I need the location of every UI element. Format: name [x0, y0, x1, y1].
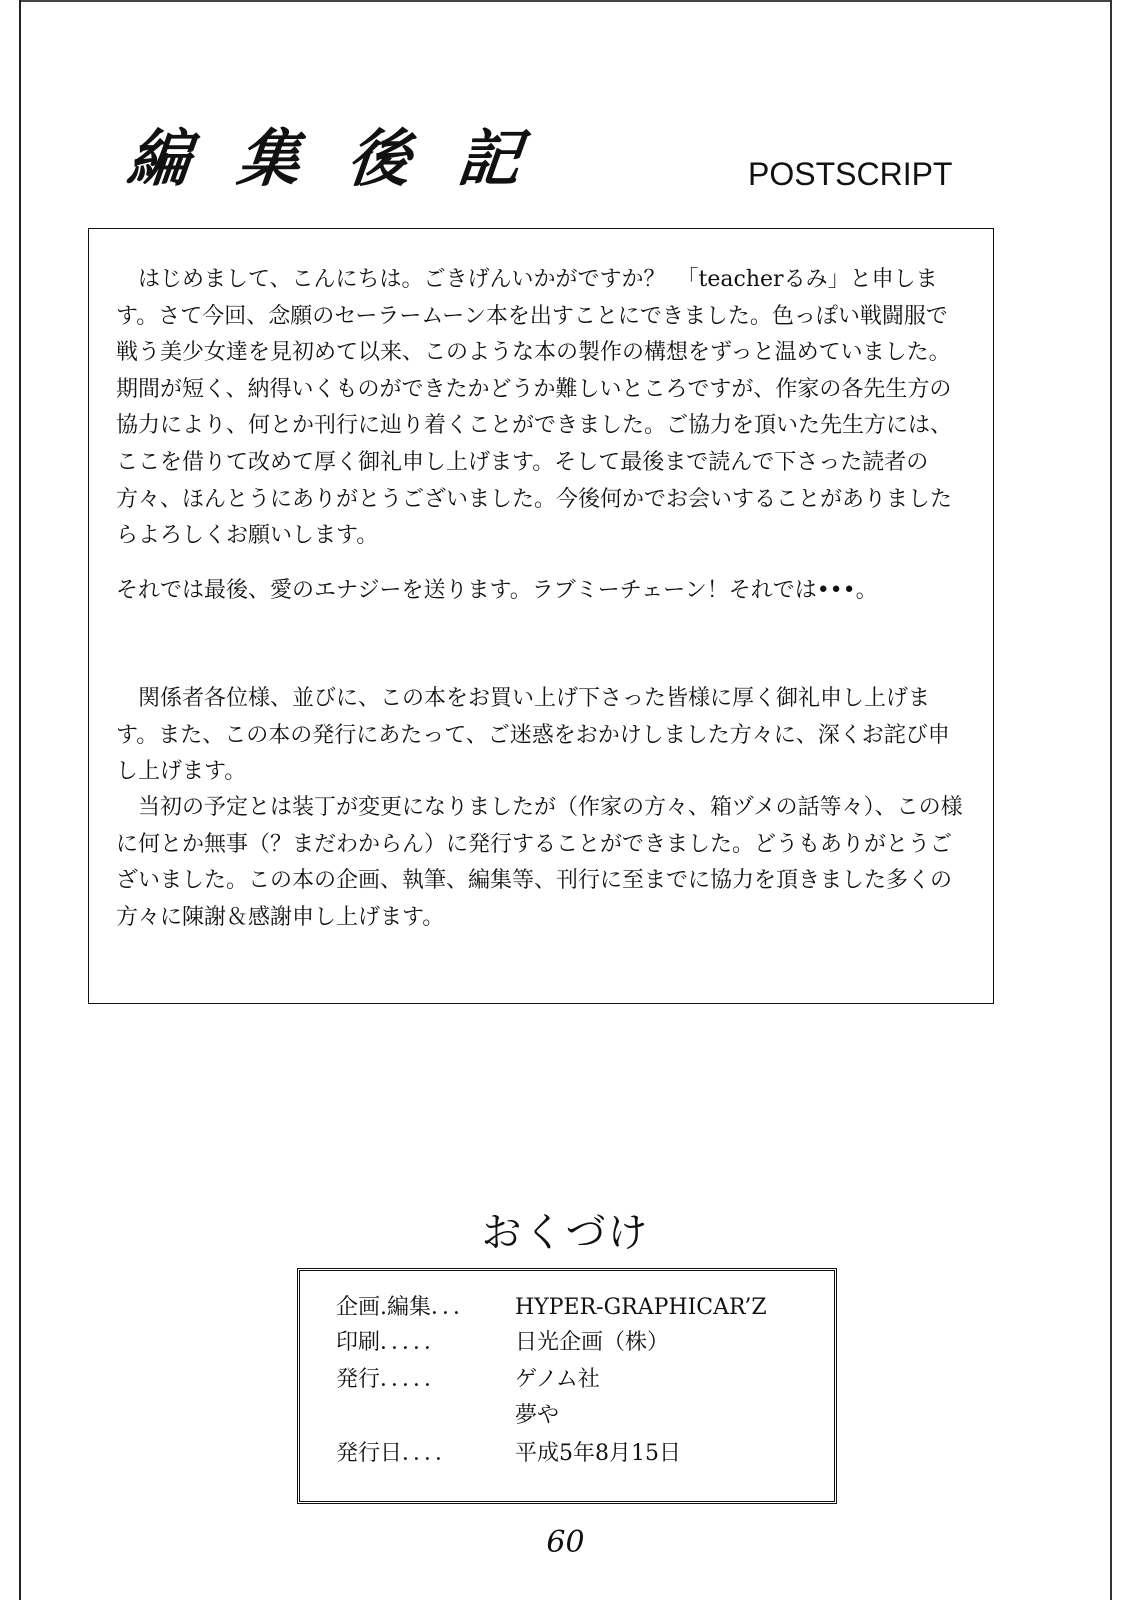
postscript-paragraph: はじめまして、こんにちは。ごきげんいかがですか？ 「teacherるみ」と申します。さて今回、念願のセーラームーン本を出すことにできました。色っぽい戦闘服で戦う美少女達を見初めて以来、このような本の製作の構想をずっと温めていました。期間が短く、納得いくものができたかどうか難しいところですが、作家の各先生方の協力により、何とか刊行に辿り着くことができました。ご協力を頂いた先生方には、ここを借りて改めて厚く御礼申し上げます。そして最後まで読んで下さった読者の方々、ほんとうにありがとうございました。今後何かでお会いすることがありましたらよろしくお願いします。	[116, 267, 953, 549]
colophon-value: HYPER-GRAPHICAR’Z	[515, 1295, 767, 1320]
page-edge-left	[19, 0, 21, 1600]
colophon-label: 印刷．．．．．	[336, 1330, 447, 1355]
postscript-paragraph: それでは最後、愛のエナジーを送ります。ラブミーチェーン！それでは•••。	[116, 578, 878, 603]
colophon-value: 夢や	[515, 1403, 560, 1428]
colophon-label: 発行．．．．．	[336, 1367, 447, 1392]
colophon-title: おくづけ	[481, 1210, 650, 1256]
page-edge-top	[19, 0, 1112, 2]
page-title: 編集後記	[124, 122, 572, 195]
colophon-label: 発行日．．．．	[336, 1441, 458, 1466]
page-subtitle: POSTSCRIPT	[748, 156, 953, 192]
postscript-paragraph: 関係者各位様、並びに、この本をお買い上げ下さった皆様に厚く御礼申し上げます。また、この本の発行にあたって、ご迷惑をおかけしました方々に、深くお詫び申し上げます。	[116, 686, 950, 785]
colophon-label: 企画.編集．．．	[336, 1295, 475, 1320]
colophon-value: 日光企画（株）	[515, 1330, 670, 1355]
colophon-value: ゲノム社	[515, 1367, 600, 1392]
page-edge-right	[1110, 0, 1112, 1600]
postscript-paragraph: 当初の予定とは装丁が変更になりましたが（作家の方々、箱ヅメの話等々）、この様に何とか無事（？まだわからん）に発行することができました。どうもありがとうございました。この本の企画、執筆、編集等、刊行に至までに協力を頂きました多くの方々に陳謝＆感謝申し上げます。	[116, 795, 963, 930]
page-number: 60	[546, 1525, 585, 1560]
colophon-value: 平成5年8月15日	[515, 1441, 681, 1466]
